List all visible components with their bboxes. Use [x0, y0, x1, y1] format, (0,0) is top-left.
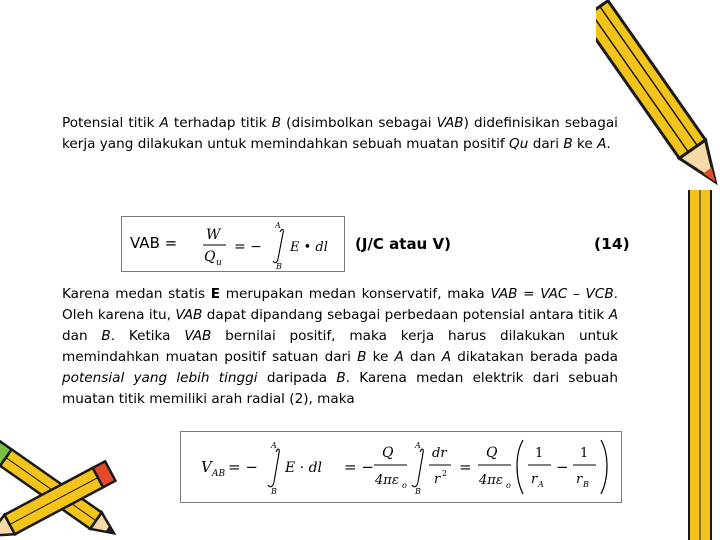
- minus: −: [556, 458, 569, 476]
- text: B: [271, 115, 282, 131]
- text: dan: [403, 349, 442, 365]
- r-a-sub: A: [538, 480, 544, 489]
- text: VCB: [585, 286, 614, 302]
- eps-sub-2: o: [506, 481, 511, 490]
- text: Qu: [509, 136, 529, 152]
- text: A: [608, 307, 619, 323]
- text: =: [517, 286, 541, 302]
- text: –: [567, 286, 586, 302]
- text: A: [394, 349, 404, 365]
- text: B: [101, 328, 111, 344]
- equation-vab-formula: [181, 432, 621, 502]
- text: VAB: [436, 115, 464, 131]
- paragraph-conservative-field: [62, 284, 618, 410]
- text: A: [597, 136, 607, 152]
- r-b-sub: B: [583, 480, 589, 489]
- charge-q-2: Q: [486, 445, 498, 461]
- equals-minus-1: = −: [228, 458, 258, 476]
- text: terhadap titik: [168, 115, 272, 131]
- equals-minus: = −: [234, 239, 262, 255]
- pencil-icon: [683, 190, 720, 540]
- dr-numerator: dr: [432, 446, 447, 461]
- text: Karena medan statis: [62, 286, 211, 302]
- text: Potensial titik: [62, 115, 160, 131]
- equation-14-box: [121, 216, 345, 272]
- vab-subscript: AB: [212, 469, 226, 479]
- numerator: W: [206, 227, 221, 243]
- upper-limit: A: [275, 221, 281, 230]
- text: A: [159, 115, 169, 131]
- charge-q-1: Q: [382, 445, 394, 461]
- denominator-subscript: u: [216, 258, 222, 268]
- lower-limit-1: B: [271, 487, 277, 496]
- r-b: r: [576, 472, 583, 487]
- left-paren: [517, 440, 523, 494]
- text: ke: [366, 349, 395, 365]
- one-2: 1: [580, 446, 589, 461]
- text: ke: [572, 136, 598, 152]
- equation-vab-box: [180, 431, 622, 503]
- r-denominator: r: [434, 472, 441, 487]
- units-label: (J/C atau V): [355, 235, 451, 253]
- r-squared-exp: 2: [442, 469, 448, 478]
- text: . Oleh karena itu,: [62, 286, 618, 323]
- text: B: [563, 136, 573, 152]
- equals-minus-2: = −: [344, 458, 374, 476]
- text: .: [606, 136, 611, 152]
- vab-symbol: V: [201, 458, 212, 476]
- text: . Karena medan elektrik dari sebuah muatan titik memiliki arah radial (2), maka: [62, 370, 618, 407]
- text: B: [336, 370, 346, 386]
- text: A: [441, 349, 452, 365]
- integral-sign-2: [412, 449, 423, 487]
- one-1: 1: [535, 446, 544, 461]
- text: merupakan medan konservatif, maka: [220, 286, 491, 302]
- text: B: [357, 349, 367, 365]
- integral-sign-1: [268, 449, 279, 487]
- text: daripada: [257, 370, 337, 386]
- text: ) didefinisikan sebagai kerja yang dilakukan untuk memindahkan sebuah muatan positif: [62, 115, 618, 152]
- r-a: r: [531, 472, 538, 487]
- text: VAB: [175, 307, 203, 323]
- upper-limit-1: A: [271, 441, 277, 450]
- text: E: [210, 286, 221, 302]
- eps-sub-1: o: [402, 481, 407, 490]
- denominator: Q: [204, 249, 216, 265]
- text: VAB: [490, 286, 518, 302]
- text: . Ketika: [110, 328, 185, 344]
- text: dapat dipandang sebagai perbedaan potensial antara titik: [202, 307, 609, 323]
- lower-limit: B: [276, 262, 282, 271]
- integral-sign: [273, 229, 283, 262]
- text: dan: [62, 328, 102, 344]
- pencils-icon: [0, 430, 150, 540]
- four-pi-eps-2: 4πε: [479, 473, 503, 488]
- right-paren: [601, 440, 607, 494]
- equation-lhs: VAB =: [130, 234, 178, 252]
- equals-3: =: [459, 458, 472, 476]
- upper-limit-2: A: [415, 441, 421, 450]
- integrand: E • dl: [290, 240, 328, 255]
- equation-number: (14): [594, 235, 630, 253]
- integrand-1: E · dl: [285, 460, 323, 476]
- text: VAC: [540, 286, 568, 302]
- text: (disimbolkan sebagai: [281, 115, 437, 131]
- text: potensial yang lebih tinggi: [62, 370, 258, 386]
- equation-14-formula: [200, 217, 340, 271]
- lower-limit-2: B: [415, 487, 421, 496]
- text: dari: [528, 136, 564, 152]
- text: bernilai positif, maka kerja harus dilakukan untuk memindahkan muatan positif satuan dari: [62, 328, 618, 365]
- text: dikatakan berada pada: [451, 349, 619, 365]
- four-pi-eps-1: 4πε: [375, 473, 399, 488]
- text: VAB: [184, 328, 212, 344]
- paragraph-potential-definition: [62, 113, 618, 155]
- pencil-icon: [596, 0, 720, 200]
